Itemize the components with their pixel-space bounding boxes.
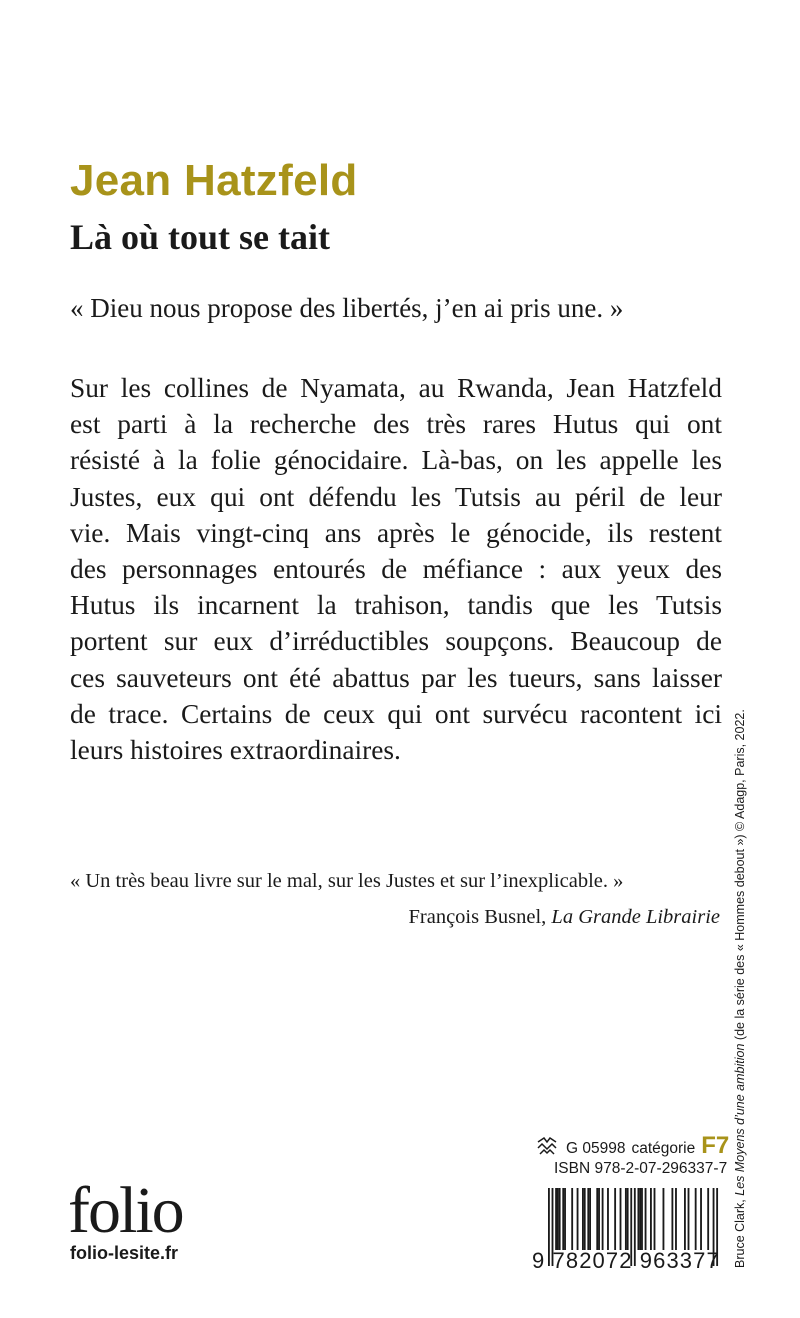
barcode-bar <box>587 1188 589 1250</box>
book-title: Là où tout se tait <box>70 217 330 257</box>
barcode-bar <box>675 1188 677 1250</box>
barcode-bar <box>555 1188 557 1250</box>
barcode-bar <box>695 1188 697 1250</box>
credit-work: Les Moyens d’une ambition <box>733 1043 747 1196</box>
blurb-line: portent sur eux d’irréductibles soupçons. Beaucoup de <box>70 626 722 657</box>
barcode-bar <box>582 1188 584 1250</box>
barcode-bar <box>645 1188 647 1250</box>
blurb-line: leurs histoires extraordinaires. <box>70 735 401 766</box>
blurb-line: Hutus ils incarnent la trahison, tandis que les Tutsis <box>70 590 722 621</box>
catalog-code: G 05998 <box>566 1140 626 1157</box>
folio-logo: folio <box>68 1174 183 1247</box>
barcode-bar <box>584 1188 586 1250</box>
barcode-bar <box>620 1188 622 1250</box>
barcode-bar <box>639 1188 641 1250</box>
barcode-digits: 9 782072 963377 <box>532 1248 720 1273</box>
barcode-bar <box>688 1188 690 1250</box>
blurb-line: Sur les collines de Nyamata, au Rwanda, Jean Hatzfeld <box>70 373 722 403</box>
barcode-bar <box>700 1188 702 1250</box>
barcode-bar <box>684 1188 686 1250</box>
barcode-bar <box>557 1188 559 1250</box>
barcode-bar <box>577 1188 579 1250</box>
barcode-bar <box>602 1188 604 1250</box>
credit-suffix: (de la série des « Hommes debout ») © Adagp, Paris, 2022. <box>733 709 747 1044</box>
blurb-line: résisté à la folie génocidaire. Là-bas, on les appelle les <box>70 445 722 476</box>
attribution-name: François Busnel, <box>408 906 552 928</box>
barcode-bar <box>571 1188 573 1250</box>
barcode-bar <box>614 1188 616 1250</box>
credit-prefix: Bruce Clark, <box>733 1195 747 1268</box>
barcode-bar <box>654 1188 656 1250</box>
barcode-bar <box>562 1188 564 1250</box>
barcode-bar <box>671 1188 673 1250</box>
blurb-line: est parti à la recherche des très rares Hutus qui ont <box>70 409 722 440</box>
barcode-bar <box>607 1188 609 1250</box>
isbn: ISBN 978-2-07-296337-7 <box>554 1160 728 1177</box>
publisher-website: folio-lesite.fr <box>70 1243 179 1263</box>
barcode-bar <box>650 1188 652 1250</box>
barcode-bar <box>641 1188 643 1250</box>
barcode-bar <box>627 1188 629 1250</box>
barcode-bar <box>596 1188 598 1250</box>
blurb-line: des personnages entourés de méfiance : aux yeux des <box>70 554 722 585</box>
barcode-bar <box>707 1188 709 1250</box>
blurb-text <box>70 370 722 768</box>
blurb-line: Justes, eux qui ont défendu les Tutsis au péril de leur <box>70 481 722 512</box>
author-name: Jean Hatzfeld <box>70 156 358 205</box>
blurb-line: ces sauveteurs ont été abattus par les tueurs, sans laisser <box>70 662 722 693</box>
barcode-bar <box>625 1188 627 1250</box>
category-label: catégorie <box>631 1140 696 1157</box>
attribution-work: La Grande Librairie <box>551 906 720 928</box>
barcode-bar <box>663 1188 665 1250</box>
quote-attribution <box>409 906 721 929</box>
catalog-code-row <box>536 1132 729 1160</box>
publisher-mark-icon <box>536 1136 558 1156</box>
image-credit <box>733 708 747 1268</box>
blurb-line: de trace. Certains de ceux qui ont survécu racontent ici <box>70 698 722 729</box>
barcode-bar <box>559 1188 561 1250</box>
barcode-bar <box>598 1188 600 1250</box>
blurb-line: vie. Mais vingt-cinq ans après le génocide, ils restent <box>70 517 722 548</box>
category-code: F7 <box>701 1132 730 1159</box>
barcode-bar <box>637 1188 639 1250</box>
barcode-bar <box>589 1188 591 1250</box>
epigraph: « Dieu nous propose des libertés, j’en ai pris une. » <box>70 293 624 323</box>
barcode-bar <box>564 1188 566 1250</box>
press-quote: « Un très beau livre sur le mal, sur les Justes et sur l’inexplicable. » <box>70 870 624 892</box>
